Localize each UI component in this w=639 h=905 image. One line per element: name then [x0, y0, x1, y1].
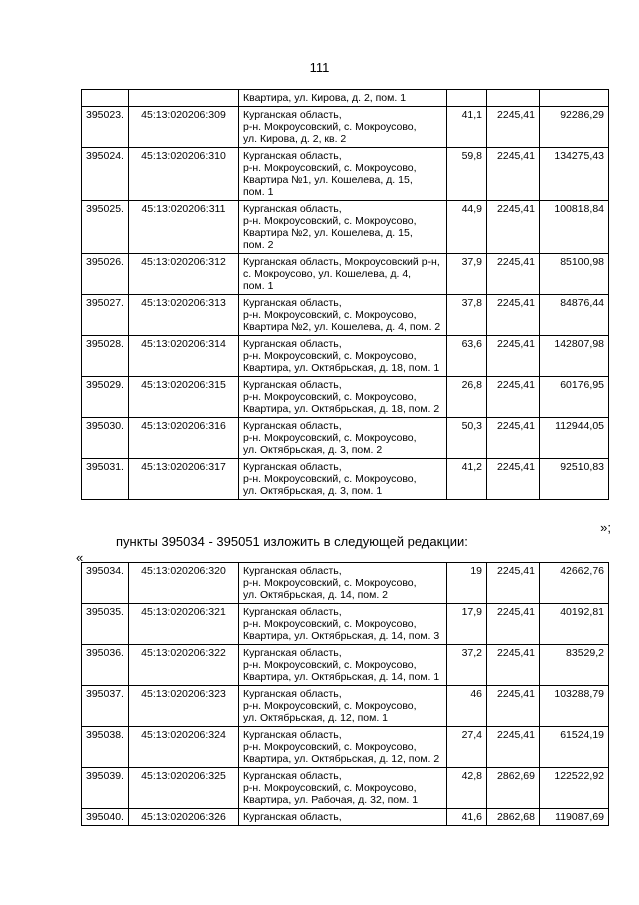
address-line: Квартира, ул. Октябрьская, д. 14, пом. 1: [243, 671, 440, 683]
address-line: р-н. Мокроусовский, с. Мокроусово,: [243, 215, 417, 227]
row-number-cell: 395040.: [82, 809, 129, 826]
address-line: р-н. Мокроусовский, с. Мокроусово,: [243, 577, 417, 589]
address-line: ул. Кирова, д. 2, кв. 2: [243, 133, 347, 145]
row-number-cell: 395025.: [82, 201, 129, 254]
amendment-instruction: пункты 395034 - 395051 изложить в следующей редакции:: [116, 534, 468, 549]
table-row: [82, 604, 609, 645]
address-line: ул. Октябрьская, д. 3, пом. 2: [243, 444, 383, 456]
address-line: Квартира, ул. Октябрьская, д. 12, пом. 2: [243, 753, 440, 765]
address-line: Курганская область,: [243, 203, 342, 215]
table-row: [82, 727, 609, 768]
page-number: 111: [309, 60, 330, 75]
area-cell: 42,8: [447, 768, 487, 809]
area-cell: 50,3: [447, 418, 487, 459]
rate-cell: 2245,41: [487, 201, 540, 254]
address-cell: [239, 686, 447, 727]
cadastral-number-cell: 45:13:020206:314: [129, 336, 239, 377]
rate-cell: 2245,41: [487, 604, 540, 645]
area-cell: 26,8: [447, 377, 487, 418]
address-line: Курганская область,: [243, 379, 342, 391]
cadastral-number-cell: 45:13:020206:312: [129, 254, 239, 295]
row-number-cell: [82, 90, 129, 107]
cadastral-value-cell: 84876,44: [540, 295, 609, 336]
cadastral-value-cell: 83529,2: [540, 645, 609, 686]
cadastral-number-cell: 45:13:020206:316: [129, 418, 239, 459]
cadastral-number-cell: 45:13:020206:321: [129, 604, 239, 645]
address-cell: [239, 563, 447, 604]
table-row: [82, 563, 609, 604]
area-cell: 37,9: [447, 254, 487, 295]
address-cell: [239, 604, 447, 645]
address-line: Курганская область,: [243, 729, 342, 741]
rate-cell: 2245,41: [487, 418, 540, 459]
area-cell: 41,1: [447, 107, 487, 148]
address-cell: [239, 418, 447, 459]
cadastral-value-cell: 42662,76: [540, 563, 609, 604]
address-line: р-н. Мокроусовский, с. Мокроусово,: [243, 659, 417, 671]
row-number-cell: 395038.: [82, 727, 129, 768]
area-cell: 41,6: [447, 809, 487, 826]
address-line: Курганская область,: [243, 647, 342, 659]
cadastral-value-cell: 103288,79: [540, 686, 609, 727]
cadastral-value-cell: 61524,19: [540, 727, 609, 768]
registry-table-bottom-body: [82, 563, 609, 826]
area-cell: 63,6: [447, 336, 487, 377]
address-cell: [239, 90, 447, 107]
address-cell: [239, 254, 447, 295]
address-line: Курганская область,: [243, 338, 342, 350]
address-line: Квартира, ул. Октябрьская, д. 18, пом. 1: [243, 362, 440, 374]
area-cell: 37,2: [447, 645, 487, 686]
row-number-cell: 395030.: [82, 418, 129, 459]
cadastral-value-cell: 112944,05: [540, 418, 609, 459]
area-cell: 19: [447, 563, 487, 604]
address-line: Курганская область,: [243, 109, 342, 121]
address-line: р-н. Мокроусовский, с. Мокроусово,: [243, 350, 417, 362]
rate-cell: [487, 90, 540, 107]
cadastral-value-cell: 92286,29: [540, 107, 609, 148]
address-line: Квартира, ул. Кирова, д. 2, пом. 1: [243, 92, 407, 104]
closing-quote: »;: [600, 520, 611, 535]
rate-cell: 2245,41: [487, 148, 540, 201]
opening-quote: «: [76, 550, 84, 565]
address-cell: [239, 201, 447, 254]
address-line: р-н. Мокроусовский, с. Мокроусово,: [243, 432, 417, 444]
cadastral-value-cell: 100818,84: [540, 201, 609, 254]
table-row: [82, 418, 609, 459]
address-line: Квартира, ул. Октябрьская, д. 18, пом. 2: [243, 403, 440, 415]
address-line: Курганская область, Мокроусовский р-н,: [243, 256, 440, 268]
cadastral-number-cell: 45:13:020206:309: [129, 107, 239, 148]
address-cell: [239, 107, 447, 148]
rate-cell: 2862,68: [487, 809, 540, 826]
address-line: Курганская область,: [243, 688, 342, 700]
table-row: [82, 107, 609, 148]
registry-table-bottom: [81, 562, 609, 826]
address-line: Квартира, ул. Рабочая, д. 32, пом. 1: [243, 794, 419, 806]
cadastral-number-cell: 45:13:020206:310: [129, 148, 239, 201]
row-number-cell: 395031.: [82, 459, 129, 500]
address-line: Квартира №2, ул. Кошелева, д. 15,: [243, 227, 413, 239]
table-row: [82, 90, 609, 107]
cadastral-value-cell: 142807,98: [540, 336, 609, 377]
address-cell: [239, 377, 447, 418]
address-line: р-н. Мокроусовский, с. Мокроусово,: [243, 700, 417, 712]
rate-cell: 2245,41: [487, 727, 540, 768]
address-line: пом. 2: [243, 239, 274, 251]
address-line: р-н. Мокроусовский, с. Мокроусово,: [243, 741, 417, 753]
address-line: Квартира, ул. Октябрьская, д. 14, пом. 3: [243, 630, 440, 642]
rate-cell: 2245,41: [487, 254, 540, 295]
cadastral-value-cell: [540, 90, 609, 107]
rate-cell: 2245,41: [487, 295, 540, 336]
address-line: Курганская область,: [243, 770, 342, 782]
table-row: [82, 377, 609, 418]
address-cell: [239, 727, 447, 768]
row-number-cell: 395034.: [82, 563, 129, 604]
table-row: [82, 768, 609, 809]
cadastral-number-cell: 45:13:020206:322: [129, 645, 239, 686]
address-line: пом. 1: [243, 280, 274, 292]
cadastral-number-cell: 45:13:020206:311: [129, 201, 239, 254]
cadastral-value-cell: 134275,43: [540, 148, 609, 201]
address-line: р-н. Мокроусовский, с. Мокроусово,: [243, 121, 417, 133]
table-row: [82, 295, 609, 336]
address-line: Курганская область,: [243, 606, 342, 618]
address-cell: [239, 645, 447, 686]
area-cell: 17,9: [447, 604, 487, 645]
address-line: р-н. Мокроусовский, с. Мокроусово,: [243, 618, 417, 630]
area-cell: 44,9: [447, 201, 487, 254]
cadastral-number-cell: 45:13:020206:313: [129, 295, 239, 336]
row-number-cell: 395029.: [82, 377, 129, 418]
address-line: р-н. Мокроусовский, с. Мокроусово,: [243, 162, 417, 174]
cadastral-value-cell: 85100,98: [540, 254, 609, 295]
registry-table-top: [81, 89, 609, 500]
address-line: с. Мокроусово, ул. Кошелева, д. 4,: [243, 268, 412, 280]
table-row: [82, 336, 609, 377]
rate-cell: 2245,41: [487, 645, 540, 686]
address-line: ул. Октябрьская, д. 14, пом. 2: [243, 589, 389, 601]
cadastral-number-cell: 45:13:020206:324: [129, 727, 239, 768]
cadastral-value-cell: 40192,81: [540, 604, 609, 645]
row-number-cell: 395024.: [82, 148, 129, 201]
registry-table-top-body: [82, 90, 609, 500]
table-row: [82, 686, 609, 727]
address-line: Курганская область,: [243, 461, 342, 473]
table-row: [82, 809, 609, 826]
cadastral-number-cell: 45:13:020206:326: [129, 809, 239, 826]
rate-cell: 2245,41: [487, 563, 540, 604]
address-line: Квартира №1, ул. Кошелева, д. 15,: [243, 174, 413, 186]
address-cell: [239, 459, 447, 500]
cadastral-number-cell: 45:13:020206:323: [129, 686, 239, 727]
address-line: Курганская область,: [243, 811, 342, 823]
area-cell: 46: [447, 686, 487, 727]
address-cell: [239, 336, 447, 377]
address-cell: [239, 295, 447, 336]
table-row: [82, 148, 609, 201]
cadastral-value-cell: 60176,95: [540, 377, 609, 418]
address-line: р-н. Мокроусовский, с. Мокроусово,: [243, 309, 417, 321]
address-line: Курганская область,: [243, 420, 342, 432]
address-line: Курганская область,: [243, 565, 342, 577]
address-cell: [239, 768, 447, 809]
table-row: [82, 201, 609, 254]
table-row: [82, 254, 609, 295]
row-number-cell: 395023.: [82, 107, 129, 148]
address-cell: [239, 148, 447, 201]
address-line: ул. Октябрьская, д. 12, пом. 1: [243, 712, 389, 724]
row-number-cell: 395028.: [82, 336, 129, 377]
address-line: Курганская область,: [243, 150, 342, 162]
address-line: р-н. Мокроусовский, с. Мокроусово,: [243, 473, 417, 485]
row-number-cell: 395039.: [82, 768, 129, 809]
cadastral-number-cell: [129, 90, 239, 107]
cadastral-number-cell: 45:13:020206:317: [129, 459, 239, 500]
cadastral-number-cell: 45:13:020206:320: [129, 563, 239, 604]
address-line: ул. Октябрьская, д. 3, пом. 1: [243, 485, 383, 497]
area-cell: 59,8: [447, 148, 487, 201]
cadastral-number-cell: 45:13:020206:325: [129, 768, 239, 809]
cadastral-value-cell: 122522,92: [540, 768, 609, 809]
row-number-cell: 395036.: [82, 645, 129, 686]
cadastral-value-cell: 119087,69: [540, 809, 609, 826]
table-row: [82, 459, 609, 500]
address-line: Квартира №2, ул. Кошелева, д. 4, пом. 2: [243, 321, 441, 333]
row-number-cell: 395035.: [82, 604, 129, 645]
row-number-cell: 395026.: [82, 254, 129, 295]
area-cell: 41,2: [447, 459, 487, 500]
row-number-cell: 395027.: [82, 295, 129, 336]
rate-cell: 2245,41: [487, 107, 540, 148]
area-cell: 37,8: [447, 295, 487, 336]
area-cell: 27,4: [447, 727, 487, 768]
address-line: р-н. Мокроусовский, с. Мокроусово,: [243, 782, 417, 794]
area-cell: [447, 90, 487, 107]
cadastral-value-cell: 92510,83: [540, 459, 609, 500]
row-number-cell: 395037.: [82, 686, 129, 727]
rate-cell: 2245,41: [487, 336, 540, 377]
address-cell: [239, 809, 447, 826]
rate-cell: 2245,41: [487, 686, 540, 727]
address-line: пом. 1: [243, 186, 274, 198]
address-line: р-н. Мокроусовский, с. Мокроусово,: [243, 391, 417, 403]
rate-cell: 2245,41: [487, 459, 540, 500]
address-line: Курганская область,: [243, 297, 342, 309]
cadastral-number-cell: 45:13:020206:315: [129, 377, 239, 418]
rate-cell: 2862,69: [487, 768, 540, 809]
table-row: [82, 645, 609, 686]
rate-cell: 2245,41: [487, 377, 540, 418]
